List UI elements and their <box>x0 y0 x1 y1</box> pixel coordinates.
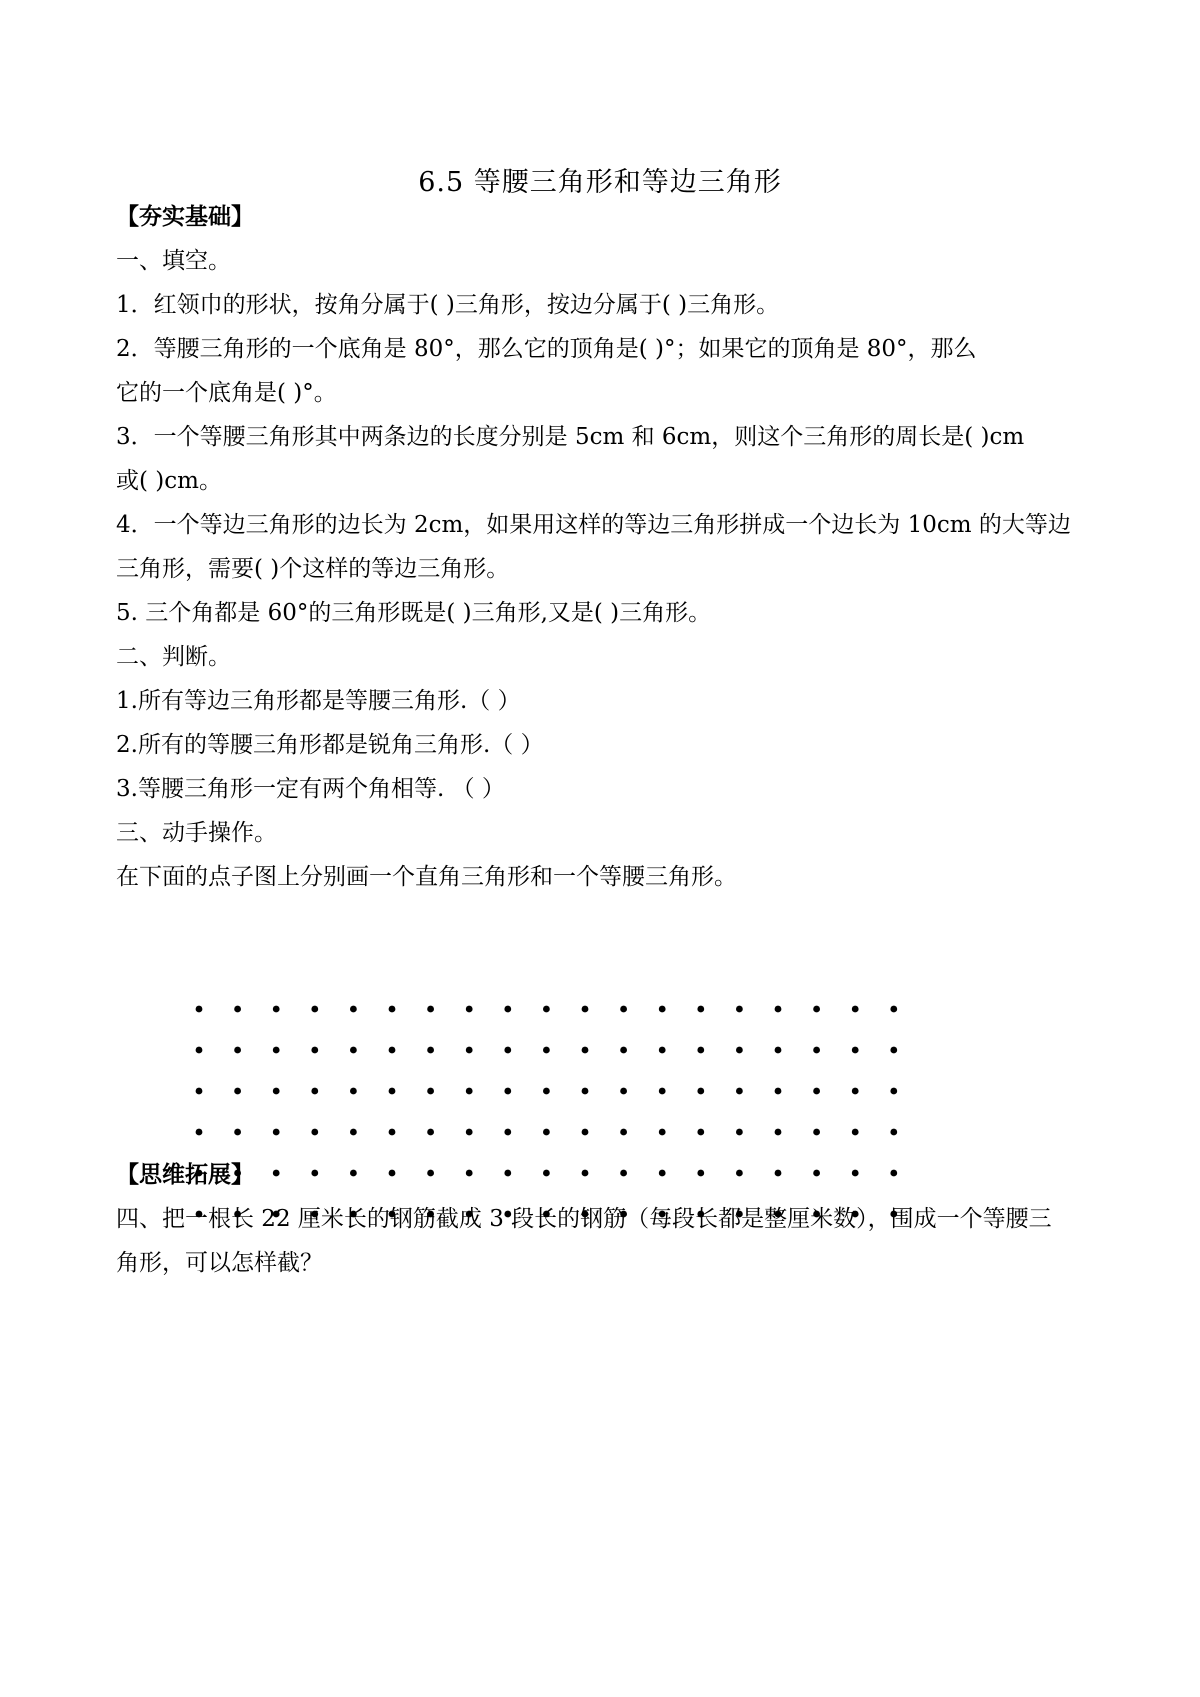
grid-dot <box>350 1088 357 1095</box>
grid-dot <box>273 1047 280 1054</box>
fill-question-1: 1．红领巾的形状，按角分属于( )三角形，按边分属于( )三角形。 <box>116 292 780 318</box>
grid-dot <box>350 1047 357 1054</box>
section-basic-heading: 【夯实基础】 <box>116 204 254 230</box>
grid-dot <box>813 1047 820 1054</box>
grid-dot <box>466 1129 473 1136</box>
grid-dot <box>234 1088 241 1095</box>
grid-dot <box>736 1006 743 1013</box>
grid-dot <box>466 1088 473 1095</box>
grid-dot <box>890 1088 897 1095</box>
grid-dot <box>813 1129 820 1136</box>
grid-dot <box>775 1047 782 1054</box>
judge-question-3: 3.等腰三角形一定有两个角相等. （ ） <box>116 776 505 802</box>
grid-dot <box>620 1006 627 1013</box>
grid-dot <box>196 1006 203 1013</box>
grid-dot <box>582 1129 589 1136</box>
grid-dot <box>697 1129 704 1136</box>
grid-dot <box>736 1047 743 1054</box>
grid-dot <box>582 1006 589 1013</box>
grid-dot <box>697 1088 704 1095</box>
grid-dot <box>852 1047 859 1054</box>
grid-dot <box>620 1088 627 1095</box>
grid-dot <box>504 1047 511 1054</box>
section-extend-heading: 【思维拓展】 <box>116 1162 254 1188</box>
fill-question-4-line2: 三角形，需要( )个这样的等边三角形。 <box>116 556 510 582</box>
grid-dot <box>389 1006 396 1013</box>
grid-dot <box>582 1088 589 1095</box>
grid-dot <box>775 1088 782 1095</box>
grid-dot <box>389 1088 396 1095</box>
grid-dot <box>350 1129 357 1136</box>
grid-dot <box>543 1088 550 1095</box>
grid-dot <box>311 1129 318 1136</box>
extend-question-line2: 角形，可以怎样截？ <box>116 1250 323 1276</box>
grid-dot <box>890 1047 897 1054</box>
fill-question-2-line1: 2．等腰三角形的一个底角是 80°，那么它的顶角是( )°；如果它的顶角是 80°，那么 <box>116 336 977 362</box>
grid-dot <box>697 1047 704 1054</box>
grid-dot <box>620 1047 627 1054</box>
grid-dot <box>389 1047 396 1054</box>
grid-dot <box>582 1047 589 1054</box>
grid-dot <box>273 1088 280 1095</box>
grid-dot <box>427 1129 434 1136</box>
part3-instruction: 在下面的点子图上分别画一个直角三角形和一个等腰三角形。 <box>116 864 737 890</box>
fill-question-2-line2: 它的一个底角是( )°。 <box>116 380 337 406</box>
grid-dot <box>427 1047 434 1054</box>
grid-dot <box>775 1129 782 1136</box>
grid-dot <box>427 1088 434 1095</box>
grid-dot <box>736 1129 743 1136</box>
grid-dot <box>504 1006 511 1013</box>
grid-dot <box>659 1129 666 1136</box>
grid-dot <box>852 1088 859 1095</box>
grid-dot <box>466 1047 473 1054</box>
grid-dot <box>852 1006 859 1013</box>
grid-dot <box>813 1088 820 1095</box>
judge-question-2: 2.所有的等腰三角形都是锐角三角形.（ ） <box>116 732 544 758</box>
grid-dot <box>196 1047 203 1054</box>
fill-question-5: 5. 三个角都是 60°的三角形既是( )三角形,又是( )三角形。 <box>116 600 712 626</box>
grid-dot <box>234 1047 241 1054</box>
grid-dot <box>890 1006 897 1013</box>
grid-dot <box>543 1129 550 1136</box>
grid-dot <box>659 1088 666 1095</box>
grid-dot <box>311 1047 318 1054</box>
grid-dot <box>234 1006 241 1013</box>
grid-dot <box>350 1006 357 1013</box>
grid-dot <box>890 1129 897 1136</box>
grid-dot <box>659 1047 666 1054</box>
grid-dot <box>234 1129 241 1136</box>
part1-heading: 一、填空。 <box>116 248 231 274</box>
grid-dot <box>389 1129 396 1136</box>
fill-question-3-line2: 或( )cm。 <box>116 468 222 494</box>
fill-question-4-line1: 4．一个等边三角形的边长为 2cm，如果用这样的等边三角形拼成一个边长为 10cm 的大等边 <box>116 512 1071 538</box>
grid-dot <box>311 1006 318 1013</box>
part3-heading: 三、动手操作。 <box>116 820 277 846</box>
grid-dot <box>813 1006 820 1013</box>
grid-dot <box>852 1129 859 1136</box>
extend-question-line1: 四、把一根长 22 厘米长的钢筋截成 3 段长的钢筋（每段长都是整厘米数），围成一个等腰三 <box>116 1206 1052 1232</box>
grid-dot <box>196 1129 203 1136</box>
grid-dot <box>273 1006 280 1013</box>
grid-dot <box>620 1129 627 1136</box>
grid-dot <box>427 1006 434 1013</box>
part2-heading: 二、判断。 <box>116 644 231 670</box>
grid-dot <box>543 1047 550 1054</box>
grid-dot <box>273 1129 280 1136</box>
grid-dot <box>504 1129 511 1136</box>
grid-dot <box>697 1006 704 1013</box>
judge-question-1: 1.所有等边三角形都是等腰三角形.（ ） <box>116 688 521 714</box>
grid-dot <box>659 1006 666 1013</box>
grid-dot <box>775 1006 782 1013</box>
grid-dot <box>311 1088 318 1095</box>
grid-dot <box>543 1006 550 1013</box>
grid-dot <box>466 1006 473 1013</box>
fill-question-3-line1: 3．一个等腰三角形其中两条边的长度分别是 5cm 和 6cm，则这个三角形的周长是( )cm <box>116 424 1025 450</box>
page-title: 6.5 等腰三角形和等边三角形 <box>418 167 782 198</box>
grid-dot <box>736 1088 743 1095</box>
grid-dot <box>196 1088 203 1095</box>
grid-dot <box>504 1088 511 1095</box>
